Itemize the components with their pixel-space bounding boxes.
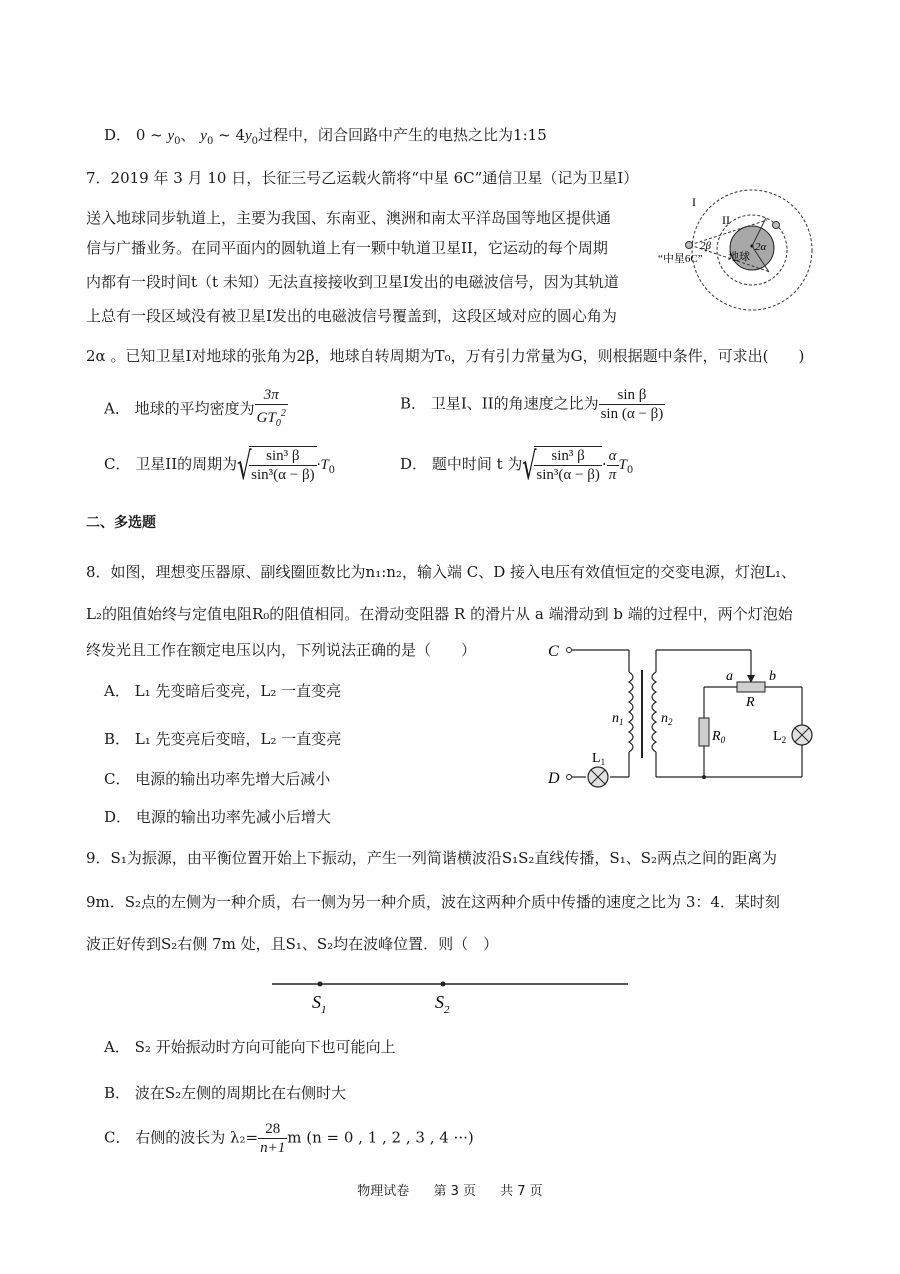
satellite-label: “中星6C”: [658, 253, 703, 265]
transformer-circuit-diagram: [540, 630, 830, 800]
lamp-L2: [792, 725, 812, 745]
fraction: [249, 447, 316, 484]
fraction: [255, 386, 288, 433]
label-b: b: [769, 669, 776, 684]
numerator: sin³ β: [249, 447, 316, 466]
label-n2: $n_2$: [661, 711, 673, 727]
orbit-II-label: II: [722, 213, 730, 227]
option-text: S₂ 开始振动时方向可能向下也可能向上: [134, 1038, 396, 1056]
satellite-orbit-diagram: [658, 180, 820, 330]
math-var: y: [245, 128, 252, 144]
option-text: ~ 4: [213, 126, 245, 144]
option-text: 卫星I、II的角速度之比为: [430, 394, 599, 413]
orbit-I-label: I: [692, 195, 696, 209]
numerator: 3π: [255, 386, 288, 405]
q9-option-b: [104, 1082, 346, 1103]
den-text: GT: [256, 410, 276, 426]
numerator: sin β: [599, 386, 666, 405]
math-sub: 0: [626, 465, 634, 476]
denominator: sin³(α − β): [536, 467, 600, 483]
numerator: α: [608, 447, 617, 464]
angle-2beta-label: 2β: [700, 240, 711, 252]
q7-line-4: 内都有一段时间t（t 未知）无法直接接收到卫星I发出的电磁波信号，因为其轨道: [86, 273, 619, 291]
q7-option-d: [400, 444, 634, 488]
option-label: A．: [104, 399, 130, 418]
wave-line-diagram: [260, 970, 640, 1020]
option-text: 、: [180, 126, 201, 144]
primary-coil: [629, 672, 633, 752]
earth-label: 地球: [728, 251, 750, 263]
secondary-coil: [652, 672, 656, 752]
terminal-C: [567, 648, 572, 653]
denominator: π: [608, 466, 617, 483]
footer-total-pages: 共 7 页: [500, 1184, 543, 1199]
q7-line-3: 信与广播业务。在同平面内的圆轨道上有一颗中轨道卫星II，它运动的每个周期: [86, 239, 608, 257]
option-label: B．: [104, 1084, 131, 1102]
q7-option-c: [104, 444, 336, 488]
option-text: L₁ 先变亮后变暗，L₂ 一直变亮: [134, 730, 342, 748]
radical-sign: √: [237, 444, 252, 488]
q8-line-2: L₂的阻值始终与定值电阻R₀的阻值相同。在滑动变阻器 R 的滑片从 a 端滑动到 b 端的过程中，两个灯泡始: [86, 605, 793, 623]
denominator: sin (α − β): [600, 406, 664, 422]
footer-page-number: 第 3 页: [433, 1184, 476, 1199]
math-sub: 0: [328, 465, 336, 476]
section-title: 二、多选题: [86, 515, 156, 531]
option-label: A．: [104, 682, 130, 700]
q8-option-b: [104, 728, 341, 749]
denominator: sin³(α − β): [251, 467, 315, 483]
resistor-R0: [699, 718, 709, 746]
label-R0: $R_0$: [712, 729, 726, 745]
label-L2: $L_2$: [773, 729, 787, 745]
q6-option-d: D． 0 ~ $y_0$、 $y_0$ ~ $4y_0$过程中，闭合回路中产生的电热之比为1:15: [104, 126, 547, 147]
q9-line-2: 9m．S₂点的左侧为一种介质，右一侧为另一种介质，波在这两种介质中传播的速度之比为 3：4．某时刻: [86, 893, 780, 911]
q8-option-c: [104, 768, 330, 789]
point-S2: [441, 982, 446, 987]
q7-line-6: 2α 。已知卫星I对地球的张角为2β，地球自转周期为T₀，万有引力常量为G，则根据题中条件，可求出( ): [86, 347, 805, 365]
fraction: [258, 1120, 287, 1157]
option-text: L₁ 先变暗后变亮，L₂ 一直变亮: [134, 682, 342, 700]
label-R: R: [746, 695, 755, 710]
terminal-D: [567, 775, 572, 780]
option-label: B．: [400, 394, 427, 413]
q8-option-a: [104, 680, 341, 701]
fraction: [534, 447, 601, 484]
lamp-L1: [588, 767, 608, 787]
label-a: a: [726, 669, 733, 684]
q9-line-3: 波正好传到S₂右侧 7m 处，且S₁、S₂均在波峰位置．则（ ）: [86, 935, 499, 953]
math-mul: ·: [601, 455, 607, 473]
fraction: [607, 447, 619, 484]
footer-subject: 物理试卷: [357, 1184, 410, 1199]
option-text: 题中时间 t 为: [431, 455, 523, 473]
option-label: C．: [104, 770, 131, 788]
option-label: C．: [104, 1128, 131, 1147]
q7-option-b: [400, 386, 665, 423]
option-label: A．: [104, 1038, 130, 1056]
math-tail: T: [618, 457, 627, 473]
q9-option-c: [104, 1120, 474, 1157]
angle-2alpha-label: 2α: [755, 241, 767, 253]
q8-line-1: 8．如图，理想变压器原、副线圈匝数比为n₁:n₂，输入端 C、D 接入电压有效值恒定的交变电源，灯泡L₁、: [86, 563, 796, 581]
option-text: 电源的输出功率先增大后减小: [135, 770, 331, 788]
math-var: y: [200, 128, 207, 144]
radical-sign: √: [522, 444, 537, 488]
numerator: 28: [258, 1120, 287, 1139]
math-tail: ·T: [316, 457, 329, 473]
earth: [730, 226, 774, 270]
denominator: [255, 405, 288, 433]
q8-line-3: 终发光且工作在额定电压以内，下列说法正确的是（ ）: [86, 641, 477, 659]
option-text: 卫星II的周期为: [135, 455, 238, 473]
label-C: C: [548, 643, 559, 660]
option-text: 电源的输出功率先减小后增大: [135, 808, 331, 826]
label-D: D: [548, 770, 560, 787]
option-label: C．: [104, 455, 131, 473]
page-footer: [0, 1180, 900, 1199]
q7-option-a: [104, 386, 288, 433]
q9-option-a: [104, 1036, 396, 1057]
rheostat-R: [737, 682, 765, 692]
label-S1: $S_1$: [312, 992, 327, 1016]
junction-node: [702, 775, 706, 779]
option-text: 0 ~: [135, 126, 168, 144]
option-text: 地球的平均密度为: [134, 399, 255, 418]
den-sub: 0: [275, 418, 281, 429]
q7-line-2: 送入地球同步轨道上，主要为我国、东南亚、澳洲和南太平洋岛国等地区提供通: [86, 209, 612, 227]
option-text: 右侧的波长为 λ₂=: [135, 1128, 259, 1147]
denominator: n+1: [260, 1140, 286, 1156]
point-S1: [318, 982, 323, 987]
option-text: 过程中，闭合回路中产生的电热之比为1:15: [258, 126, 547, 144]
option-label: D．: [104, 126, 132, 144]
math-var: y: [167, 128, 175, 144]
q7-line-1: 7．2019 年 3 月 10 日，长征三号乙运载火箭将“中星 6C”通信卫星（记为卫星I）: [86, 169, 639, 187]
option-tail: m (n = 0 , 1 , 2 , 3 , 4 ···): [287, 1128, 474, 1147]
label-n1: $n_1$: [612, 711, 624, 727]
satellite-II: [773, 222, 780, 229]
q9-line-1: 9．S₁为振源，由平衡位置开始上下振动，产生一列简谐横波沿S₁S₂直线传播，S₁、S₂两点之间的距离为: [86, 849, 777, 867]
label-L1: $L_1$: [592, 751, 606, 767]
square-root: [522, 444, 601, 488]
option-text: 波在S₂左侧的周期比在右侧时大: [134, 1084, 347, 1102]
option-label: B．: [104, 730, 131, 748]
den-sup: 2: [280, 408, 286, 419]
option-label: D．: [104, 808, 132, 826]
square-root: [237, 444, 316, 488]
fraction: [599, 386, 666, 423]
q7-line-5: 上总有一段区域没有被卫星I发出的电磁波信号覆盖到，这段区域对应的圆心角为: [86, 307, 617, 325]
numerator: sin³ β: [534, 447, 601, 466]
option-label: D．: [400, 455, 428, 473]
satellite-I: [686, 242, 693, 249]
label-S2: $S_2$: [435, 992, 450, 1016]
q8-option-d: [104, 806, 331, 827]
